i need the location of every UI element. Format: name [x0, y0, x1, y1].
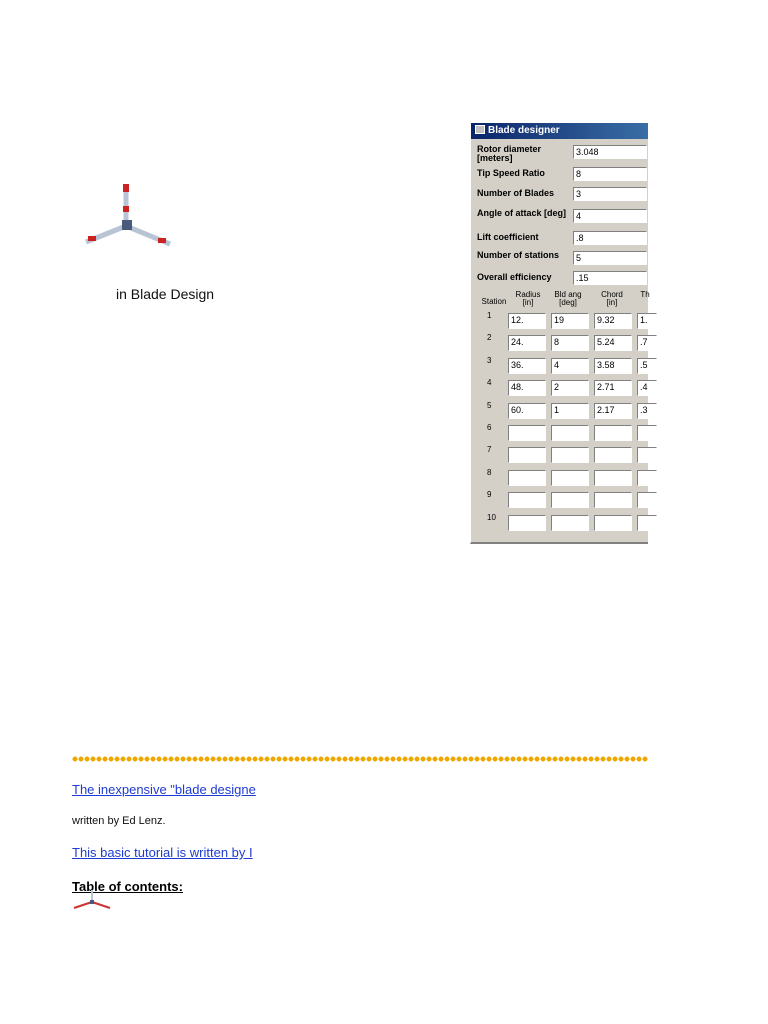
- blade-designer-window: [470, 122, 648, 544]
- window-title-bar[interactable]: [471, 123, 648, 139]
- station-angle-input[interactable]: 19: [551, 313, 589, 329]
- small-rotor-icon: [72, 890, 112, 910]
- station-radius-input[interactable]: [508, 447, 546, 463]
- station-angle-input[interactable]: 8: [551, 335, 589, 351]
- station-th-input[interactable]: [637, 447, 657, 463]
- param-input[interactable]: 4: [573, 209, 647, 223]
- blade-designer-link[interactable]: The inexpensive "blade designe: [72, 782, 256, 797]
- param-input[interactable]: .15: [573, 271, 647, 285]
- station-number: 3: [487, 355, 492, 365]
- station-angle-input[interactable]: 1: [551, 403, 589, 419]
- station-angle-input[interactable]: [551, 470, 589, 486]
- param-label: Number of stations: [477, 250, 560, 260]
- station-th-input[interactable]: .5: [637, 358, 657, 374]
- station-chord-input[interactable]: [594, 470, 632, 486]
- station-chord-input[interactable]: [594, 492, 632, 508]
- param-label: Tip Speed Ratio: [477, 168, 545, 178]
- station-th-input[interactable]: .3: [637, 403, 657, 419]
- station-number: 1: [487, 311, 492, 320]
- station-th-input[interactable]: .7: [637, 335, 657, 351]
- param-input[interactable]: .8: [573, 231, 647, 245]
- station-chord-input[interactable]: 5.24: [594, 335, 632, 351]
- station-radius-input[interactable]: 12.: [508, 313, 546, 329]
- station-radius-input[interactable]: [508, 515, 546, 531]
- station-chord-input[interactable]: 9.32: [594, 313, 632, 329]
- station-angle-input[interactable]: [551, 492, 589, 508]
- station-radius-input[interactable]: [508, 492, 546, 508]
- station-number: 9: [487, 490, 492, 500]
- column-header: Bld ang [deg]: [554, 290, 582, 307]
- station-angle-input[interactable]: 2: [551, 380, 589, 396]
- station-number: 6: [487, 423, 492, 432]
- table-of-contents-heading: Table of contents:: [72, 879, 183, 894]
- station-radius-input[interactable]: 48.: [508, 380, 546, 396]
- dotted-divider: [72, 756, 648, 762]
- station-chord-input[interactable]: 2.71: [594, 380, 632, 396]
- station-angle-input[interactable]: 4: [551, 358, 589, 374]
- param-label: Number of Blades: [477, 188, 555, 198]
- param-input[interactable]: 3.048: [573, 145, 647, 159]
- station-angle-input[interactable]: [551, 447, 589, 463]
- param-label: Angle of attack [deg]: [477, 208, 567, 218]
- station-chord-input[interactable]: [594, 425, 632, 441]
- station-th-input[interactable]: [637, 515, 657, 531]
- param-input[interactable]: 5: [573, 251, 647, 265]
- station-number: 7: [487, 445, 492, 455]
- station-th-input[interactable]: [637, 492, 657, 508]
- station-number: 5: [487, 400, 492, 410]
- param-input[interactable]: 3: [573, 187, 647, 201]
- station-radius-input[interactable]: 60.: [508, 403, 546, 419]
- image-caption: in Blade Design: [116, 286, 215, 302]
- param-input[interactable]: 8: [573, 167, 647, 181]
- station-number: 2: [487, 333, 492, 343]
- station-radius-input[interactable]: [508, 470, 546, 486]
- window-icon[interactable]: [475, 125, 485, 134]
- param-label: Rotor diameter [meters]: [477, 144, 542, 163]
- station-th-input[interactable]: [637, 425, 657, 441]
- station-chord-input[interactable]: 3.58: [594, 358, 632, 374]
- column-header: Station: [481, 297, 507, 306]
- station-angle-input[interactable]: [551, 515, 589, 531]
- param-label: Lift coefficient: [477, 232, 539, 242]
- station-radius-input[interactable]: [508, 425, 546, 441]
- station-chord-input[interactable]: [594, 515, 632, 531]
- station-chord-input[interactable]: [594, 447, 632, 463]
- station-number: 10: [487, 512, 496, 522]
- station-th-input[interactable]: .4: [637, 380, 657, 396]
- column-header: Th: [640, 290, 650, 299]
- window-title: Blade designer: [488, 125, 560, 136]
- three-blade-rotor-icon: [78, 180, 176, 250]
- tutorial-link[interactable]: This basic tutorial is written by I: [72, 845, 253, 860]
- station-radius-input[interactable]: 36.: [508, 358, 546, 374]
- author-text: written by Ed Lenz.: [72, 815, 166, 827]
- param-label: Overall efficiency: [477, 272, 552, 282]
- station-th-input[interactable]: 1.: [637, 313, 657, 329]
- station-chord-input[interactable]: 2.17: [594, 403, 632, 419]
- station-radius-input[interactable]: 24.: [508, 335, 546, 351]
- column-header: Chord [in]: [601, 290, 623, 307]
- station-angle-input[interactable]: [551, 425, 589, 441]
- column-header: Radius [in]: [515, 290, 541, 307]
- station-number: 4: [487, 378, 492, 388]
- station-number: 8: [487, 467, 492, 477]
- station-th-input[interactable]: [637, 470, 657, 486]
